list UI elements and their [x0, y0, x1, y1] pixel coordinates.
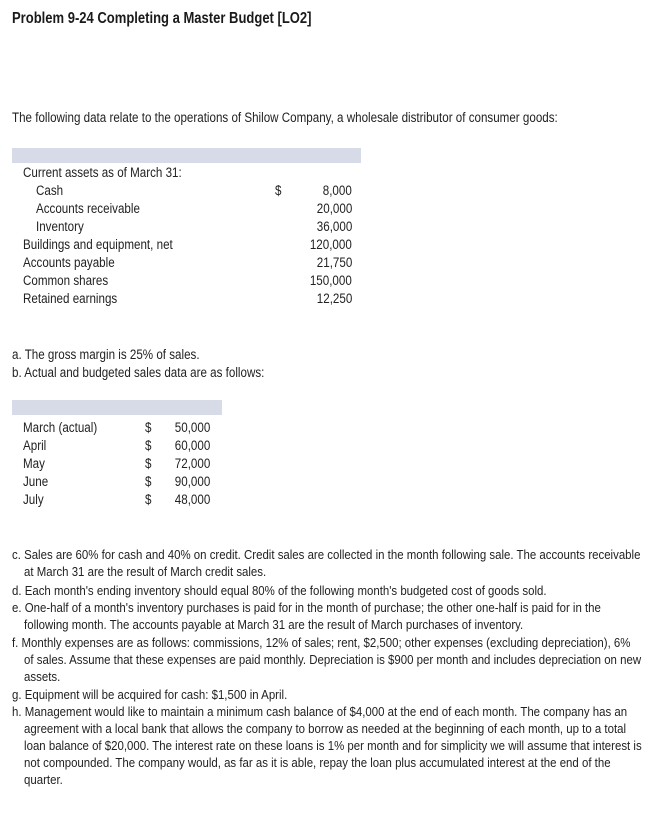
currency-symbol: $ [275, 183, 282, 198]
table-row [12, 455, 222, 473]
note-g [12, 686, 656, 703]
table-row [12, 491, 222, 509]
note-line: assets. [24, 669, 61, 684]
note-line: g. Equipment will be acquired for cash: $1,500 in April. [12, 687, 288, 702]
currency-symbol: $ [145, 456, 152, 471]
table-row [12, 254, 361, 272]
row-label: Accounts receivable [36, 201, 140, 216]
row-value: 48,000 [174, 492, 210, 507]
row-label: April [23, 438, 47, 453]
notes-list [12, 546, 656, 788]
currency-symbol: $ [145, 438, 152, 453]
row-value: 90,000 [174, 474, 210, 489]
row-label: Accounts payable [23, 255, 115, 270]
row-label: May [23, 456, 45, 471]
note-line: quarter. [24, 772, 63, 787]
note-line: loan balance of $20,000. The interest rate on these loans is 1% per month and for simplicity we will assume that interest is [24, 738, 642, 753]
item-b: b. Actual and budgeted sales data are as follows: [12, 365, 265, 380]
row-value: 36,000 [316, 219, 352, 234]
currency-symbol: $ [145, 492, 152, 507]
note-line: not compounded. The company would, as far as it is able, repay the loan plus accumulated interest at the end of the [24, 755, 611, 770]
table-header-bar [12, 400, 222, 415]
table-row [12, 473, 222, 491]
row-value: 12,250 [316, 291, 352, 306]
table-row [12, 236, 361, 254]
table-row [12, 437, 222, 455]
table-header-bar [12, 148, 361, 163]
note-e [12, 599, 656, 633]
currency-symbol: $ [145, 474, 152, 489]
balance-table [12, 148, 361, 308]
sales-table [12, 400, 222, 509]
note-line: f. Monthly expenses are as follows: commissions, 12% of sales; rent, $2,500; other expenses (excluding depreciation), 6% [12, 635, 631, 650]
note-line: d. Each month's ending inventory should equal 80% of the following month's budgeted cost of goods sold. [12, 583, 547, 598]
row-value: 8,000 [322, 183, 352, 198]
row-label: Common shares [23, 273, 109, 288]
table-row [12, 164, 361, 182]
row-value: 20,000 [316, 201, 352, 216]
row-label: Cash [36, 183, 64, 198]
note-line: agreement with a local bank that allows the company to borrow as needed at the beginning of each month, up to a total [24, 721, 627, 736]
row-label: Retained earnings [23, 291, 118, 306]
table-row [12, 200, 361, 218]
note-h [12, 703, 656, 788]
table-row [12, 290, 361, 308]
note-line: e. One-half of a month's inventory purchases is paid for in the month of purchase; the other one-half is paid for in the [12, 600, 601, 615]
row-label: Buildings and equipment, net [23, 237, 173, 252]
row-value: 21,750 [316, 255, 352, 270]
row-label: March (actual) [23, 420, 98, 435]
table-row [12, 182, 361, 200]
note-line: at March 31 are the result of March credit sales. [24, 564, 267, 579]
note-f [12, 634, 656, 685]
row-value: 120,000 [310, 237, 352, 252]
intro-text: The following data relate to the operations of Shilow Company, a wholesale distributor of consumer goods: [12, 110, 558, 125]
currency-symbol: $ [145, 420, 152, 435]
note-line: h. Management would like to maintain a minimum cash balance of $4,000 at the end of each month. The company has an [12, 704, 628, 719]
row-value: 60,000 [174, 438, 210, 453]
note-line: following month. The accounts payable at March 31 are the result of March purchases of inventory. [24, 617, 524, 632]
row-label: Inventory [36, 219, 84, 234]
row-value: 150,000 [310, 273, 352, 288]
table-row [12, 272, 361, 290]
table-row [12, 419, 222, 437]
note-line: of sales. Assume that these expenses are paid monthly. Depreciation is $900 per month and includes depreciation on new [24, 652, 642, 667]
item-a: a. The gross margin is 25% of sales. [12, 347, 200, 362]
row-label: July [23, 492, 44, 507]
row-label: June [23, 474, 49, 489]
note-c [12, 546, 656, 580]
page-title: Problem 9-24 Completing a Master Budget [LO2] [12, 10, 312, 27]
note-line: c. Sales are 60% for cash and 40% on credit. Credit sales are collected in the month following sale. The accounts receivable [12, 547, 641, 562]
table-row [12, 218, 361, 236]
note-d [12, 582, 656, 599]
row-value: 50,000 [174, 420, 210, 435]
row-value: 72,000 [174, 456, 210, 471]
table-header-label: Current assets as of March 31: [23, 165, 182, 180]
